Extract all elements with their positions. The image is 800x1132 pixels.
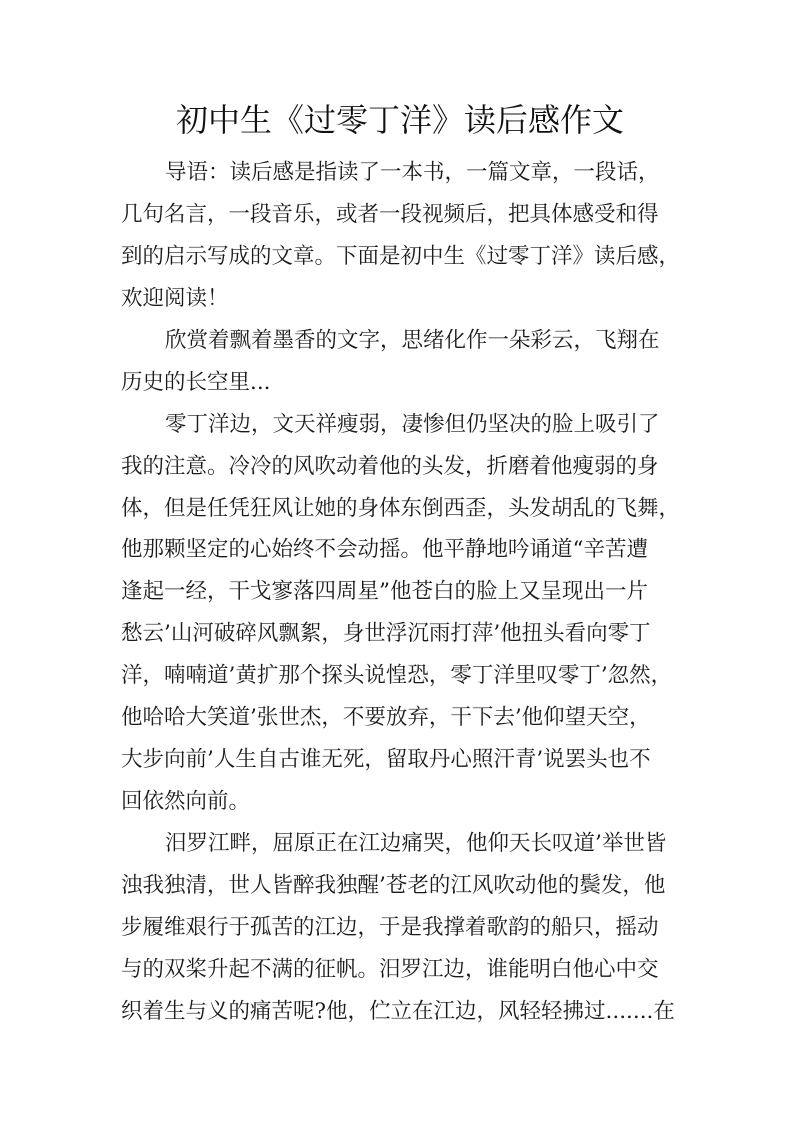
text-line: 我的注意。冷冷的风吹动着他的头发，折磨着他瘦弱的身	[121, 453, 659, 479]
text-line: 他哈哈大笑道’张世杰，不要放弃，干下去’他仰望天空，	[121, 705, 651, 731]
text-line: 到的启示写成的文章。下面是初中生《过零丁洋》读后感，	[121, 243, 681, 269]
text-line: 汨罗江畔，屈原正在江边痛哭，他仰天长叹道’举世皆	[165, 831, 667, 856]
text-line: 体，但是任凭狂风让她的身体东倒西歪，头发胡乱的飞舞，	[121, 495, 681, 521]
text-line: 历史的长空里...	[121, 369, 271, 395]
text-line: 织着生与义的痛苦呢?他，伫立在江边，风轻轻拂过.......在	[121, 998, 675, 1024]
text-line: 回依然向前。	[121, 789, 251, 815]
text-line: 导语：读后感是指读了一本书，一篇文章，一段话，	[165, 160, 660, 185]
text-line: 浊我独清，世人皆醉我独醒’苍老的江风吹动他的鬓发，他	[121, 872, 666, 898]
document-title: 初中生《过零丁洋》读后感作文	[175, 101, 624, 139]
text-line: 与的双桨升起不满的征帆。汨罗江边，谁能明白他心中交	[121, 956, 659, 982]
text-line: 大步向前’人生自古谁无死，留取丹心照汗青’说罢头也不	[121, 747, 651, 773]
text-line: 零丁洋边，文天祥瘦弱，凄惨但仍坚决的脸上吸引了	[165, 411, 660, 437]
text-line: 他那颗坚定的心始终不会动摇。他平静地吟诵道“辛苦遭	[121, 537, 648, 563]
text-line: 逢起一经，干戈寥落四周星”他苍白的脸上又呈现出一片	[121, 579, 648, 605]
text-line: 欢迎阅读！	[121, 285, 229, 311]
text-line: 欣赏着飘着墨香的文字，思绪化作一朵彩云，飞翔在	[165, 327, 660, 353]
text-line: 几句名言，一段音乐，或者一段视频后，把具体感受和得	[121, 201, 659, 227]
document-body	[121, 152, 711, 1033]
text-line: 愁云’山河破碎风飘絮，身世浮沉雨打萍’他扭头看向零丁	[121, 621, 651, 647]
text-line: 步履维艰行于孤苦的江边，于是我撑着歌韵的船只，摇动	[121, 914, 659, 940]
text-line: 洋，喃喃道’黄扩那个探头说惶恐，零丁洋里叹零丁’忽然，	[121, 663, 673, 689]
